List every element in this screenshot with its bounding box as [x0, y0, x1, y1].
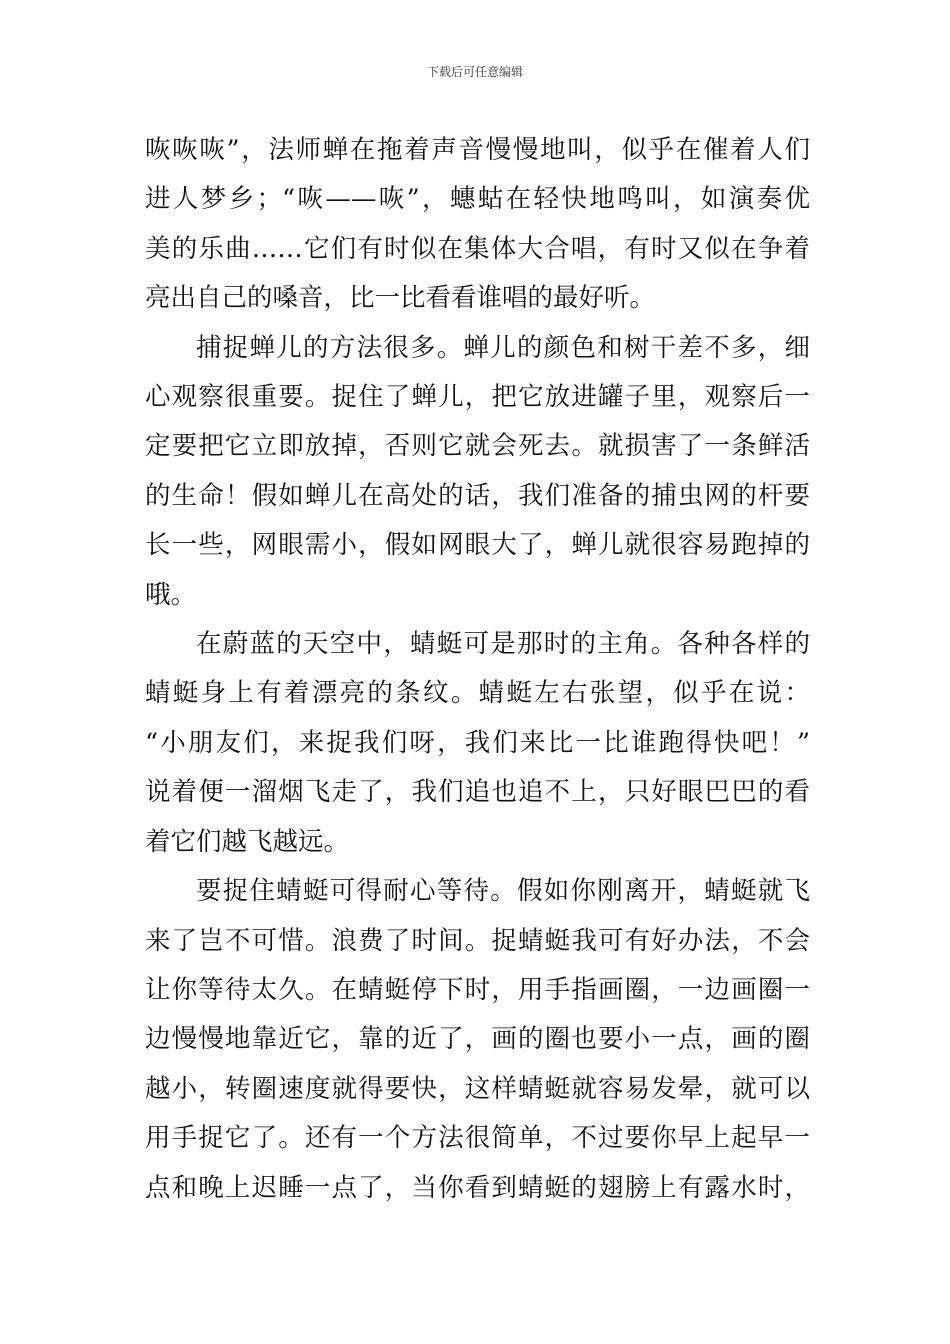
text-line: 的生命！假如蝉儿在高处的话，我们准备的捕虫网的杆要 — [145, 480, 810, 511]
text-line: 长一些，网眼需小，假如网眼大了，蝉儿就很容易跑掉的 — [145, 530, 810, 561]
text-line: 蜻蜓身上有着漂亮的条纹。蜻蜓左右张望，似乎在说： — [145, 678, 810, 709]
paragraph-first-line: 在蔚蓝的天空中，蜻蜓可是那时的主角。各种各样的 — [196, 629, 810, 660]
text-line: 定要把它立即放掉，否则它就会死去。就损害了一条鲜活 — [145, 431, 810, 462]
text-line: 着它们越飞越远。 — [145, 826, 350, 857]
text-line: 让你等待太久。在蜻蜓停下时，用手指画圈，一边画圈一 — [145, 974, 810, 1005]
paragraph-first-line: 要捉住蜻蜓可得耐心等待。假如你刚离开，蜻蜓就飞 — [196, 876, 810, 907]
text-line: 越小，转圈速度就得要快，这样蜻蜓就容易发晕，就可以 — [145, 1073, 810, 1104]
text-line: 来了岂不可惜。浪费了时间。捉蜻蜓我可有好办法，不会 — [145, 925, 810, 956]
text-line: 用手捉它了。还有一个方法很简单，不过要你早上起早一 — [145, 1123, 810, 1154]
text-line: 边慢慢地靠近它，靠的近了，画的圈也要小一点，画的圈 — [145, 1024, 810, 1055]
text-line: “小朋友们，来捉我们呀，我们来比一比谁跑得快吧！” — [145, 727, 810, 758]
text-line: 亮出自己的嗓音，比一比看看谁唱的最好听。 — [145, 283, 656, 314]
paragraph-first-line: 捕捉蝉儿的方法很多。蝉儿的颜色和树干差不多，细 — [196, 332, 810, 363]
text-line: 咴咴咴”，法师蝉在拖着声音慢慢地叫，似乎在催着人们 — [145, 135, 810, 165]
text-line: 点和晚上迟睡一点了，当你看到蜻蜓的翅膀上有露水时， — [145, 1172, 810, 1203]
text-line: 美的乐曲……它们有时似在集体大合唱，有时又似在争着 — [145, 233, 810, 264]
page-header: 下载后可任意编辑 — [426, 65, 523, 79]
text-line: 心观察很重要。捉住了蝉儿，把它放进罐子里，观察后一 — [145, 382, 810, 413]
text-line: 进人梦乡；“咴——咴”，蟪蛄在轻快地鸣叫，如演奏优 — [145, 184, 810, 215]
text-line: 哦。 — [145, 579, 197, 610]
text-line: 说着便一溜烟飞走了，我们追也追不上，只好眼巴巴的看 — [145, 777, 810, 808]
document-body — [145, 126, 810, 1213]
